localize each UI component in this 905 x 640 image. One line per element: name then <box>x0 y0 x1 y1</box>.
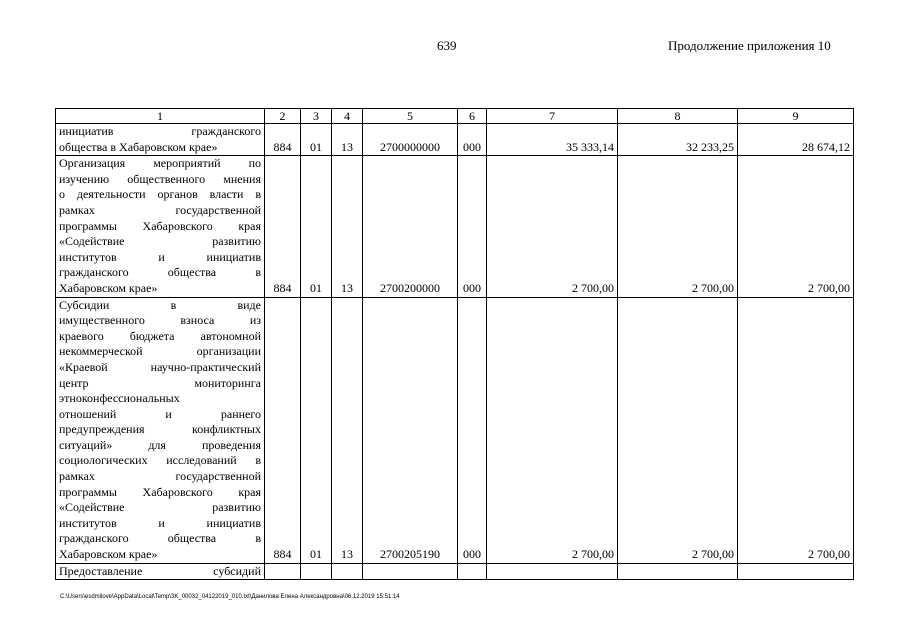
row-cell-col8 <box>618 563 738 580</box>
row-cell-col6: 000 <box>458 297 487 563</box>
row-cell-col9: 2 700,00 <box>738 156 854 297</box>
row-cell-col5 <box>363 563 458 580</box>
row-cell-col2 <box>265 563 301 580</box>
column-header: 5 <box>363 109 458 124</box>
description-line: краевого бюджета автономной <box>59 328 261 343</box>
column-header: 2 <box>265 109 301 124</box>
row-cell-col6 <box>458 563 487 580</box>
description-line: гражданского общества в <box>59 531 261 546</box>
row-cell-col7: 2 700,00 <box>487 156 618 297</box>
description-line: Предоставление субсидий <box>59 563 261 578</box>
description-line: Субсидии в виде <box>59 297 261 312</box>
row-cell-col7 <box>487 563 618 580</box>
description-line: Хабаровском крае» <box>59 547 158 562</box>
column-header: 7 <box>487 109 618 124</box>
row-cell-col7: 2 700,00 <box>487 297 618 563</box>
description-line: институтов и инициатив <box>59 249 261 264</box>
description-line: отношений и раннего <box>59 406 261 421</box>
description-line: гражданского общества в <box>59 265 261 280</box>
description-line: этноконфессиональных <box>59 391 180 406</box>
description-line: изучению общественного мнения <box>59 171 261 186</box>
row-cell-col3 <box>301 563 332 580</box>
row-cell-col3: 01 <box>301 297 332 563</box>
page-number: 639 <box>437 38 457 53</box>
description-line: институтов и инициатив <box>59 515 261 530</box>
description-line: рамках государственной <box>59 202 261 217</box>
description-line: «Краевой научно-практический <box>59 359 261 374</box>
row-cell-col3: 01 <box>301 156 332 297</box>
row-cell-col5: 2700000000 <box>363 124 458 156</box>
description-line: Организация мероприятий по <box>59 156 261 171</box>
description-line: Хабаровском крае» <box>59 280 158 295</box>
budget-table <box>55 108 854 580</box>
table-row <box>56 156 854 297</box>
row-cell-col2: 884 <box>265 156 301 297</box>
row-cell-col6: 000 <box>458 156 487 297</box>
row-cell-col9: 2 700,00 <box>738 297 854 563</box>
file-path-footer: C:\Users\esdmilove\AppData\Local\Temp\3K_00032_04122019_010.txt\Данилова Елена Александровна\06.12.2019 15:51:14 <box>60 594 400 600</box>
column-header: 6 <box>458 109 487 124</box>
column-header: 9 <box>738 109 854 124</box>
description-line: центр мониторинга <box>59 375 261 390</box>
row-description <box>56 297 265 563</box>
description-line: предупреждения конфликтных <box>59 422 261 437</box>
row-cell-col3: 01 <box>301 124 332 156</box>
row-cell-col4: 13 <box>332 297 363 563</box>
appendix-continuation-title: Продолжение приложения 10 <box>668 38 831 53</box>
row-cell-col7: 35 333,14 <box>487 124 618 156</box>
row-cell-col8: 2 700,00 <box>618 156 738 297</box>
description-line: программы Хабаровского края <box>59 218 261 233</box>
column-header: 1 <box>56 109 265 124</box>
description-line: программы Хабаровского края <box>59 484 261 499</box>
row-cell-col5: 2700200000 <box>363 156 458 297</box>
row-cell-col8: 2 700,00 <box>618 297 738 563</box>
row-cell-col4: 13 <box>332 156 363 297</box>
description-line: «Содействие развитию <box>59 234 261 249</box>
column-header: 3 <box>301 109 332 124</box>
row-description <box>56 124 265 156</box>
row-cell-col9 <box>738 563 854 580</box>
row-cell-col6: 000 <box>458 124 487 156</box>
description-line: «Содействие развитию <box>59 500 261 515</box>
column-header: 4 <box>332 109 363 124</box>
row-cell-col8: 32 233,25 <box>618 124 738 156</box>
description-line: общества в Хабаровском крае» <box>59 139 218 154</box>
row-cell-col4: 13 <box>332 124 363 156</box>
description-line: рамках государственной <box>59 469 261 484</box>
description-line: о деятельности органов власти в <box>59 187 261 202</box>
description-line: ситуаций» для проведения <box>59 437 261 452</box>
row-cell-col2: 884 <box>265 297 301 563</box>
row-description <box>56 156 265 297</box>
description-line: некоммерческой организации <box>59 344 261 359</box>
row-cell-col4 <box>332 563 363 580</box>
description-line: инициатив гражданского <box>59 124 261 138</box>
description-line: социологических исследований в <box>59 453 261 468</box>
column-number-header-row <box>56 109 854 124</box>
column-header: 8 <box>618 109 738 124</box>
description-line: имущественного взноса из <box>59 313 261 328</box>
table-row <box>56 297 854 563</box>
table-row <box>56 563 854 580</box>
table-row <box>56 124 854 156</box>
row-cell-col9: 28 674,12 <box>738 124 854 156</box>
row-cell-col5: 2700205190 <box>363 297 458 563</box>
row-cell-col2: 884 <box>265 124 301 156</box>
row-description <box>56 563 265 580</box>
